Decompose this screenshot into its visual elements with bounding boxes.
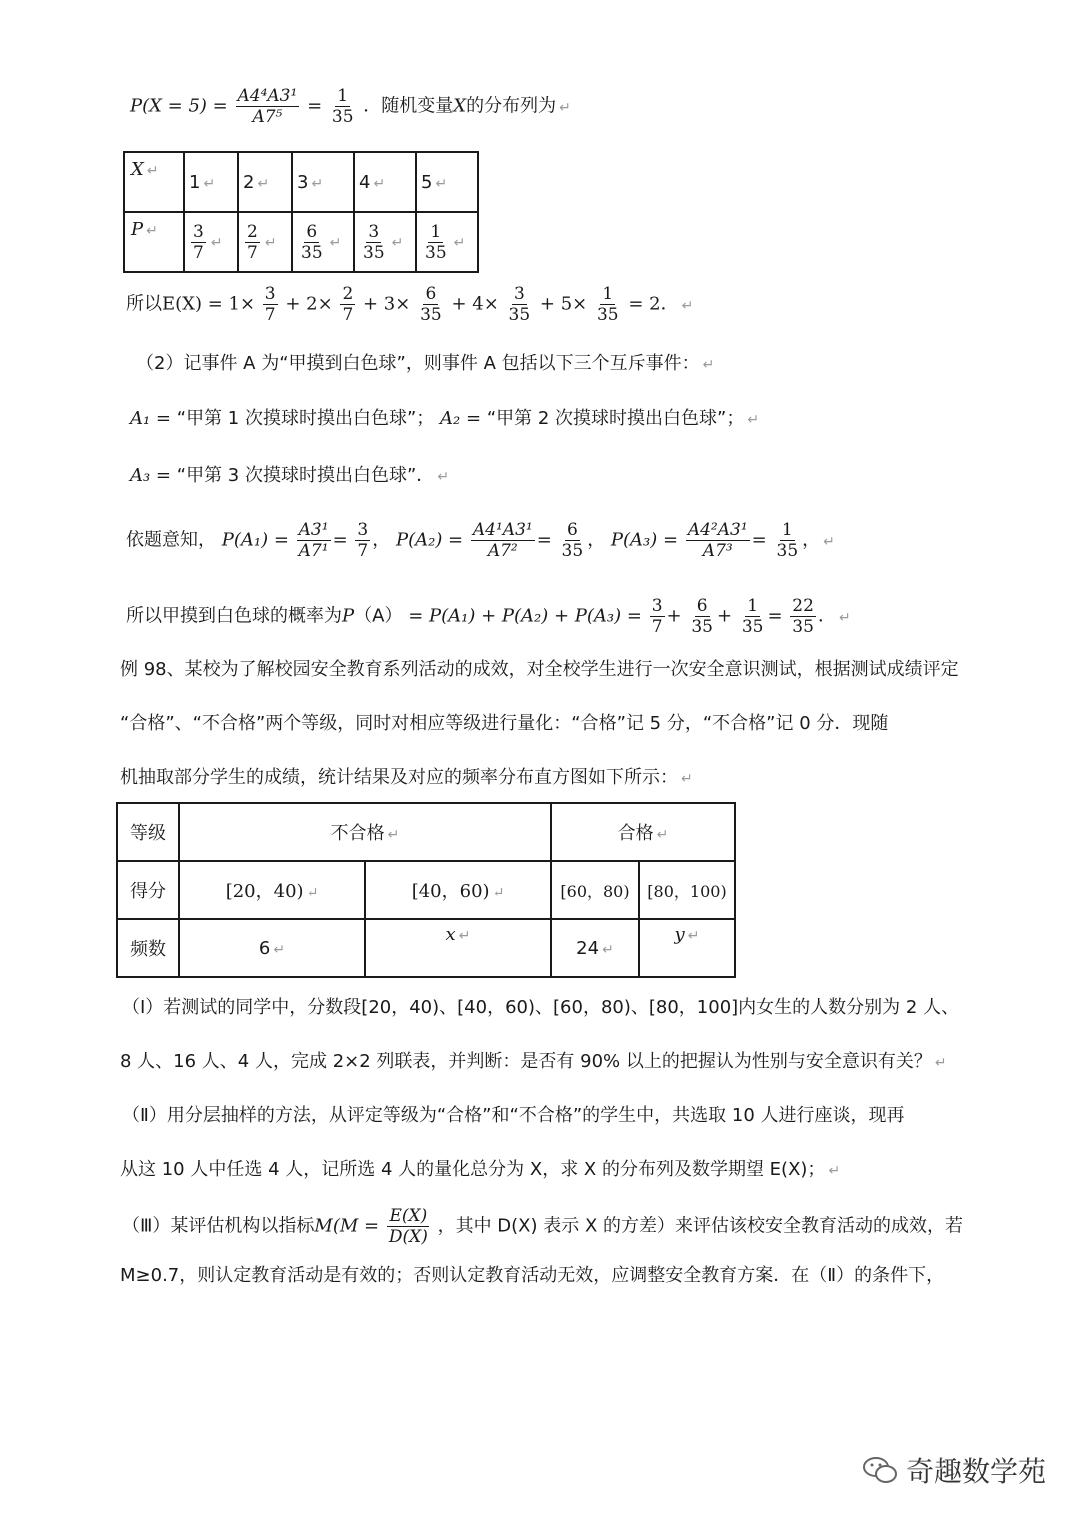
expectation-line: 所以E(X) = 1× $\frac{3}{7}$ + 2× $\frac{2}{7}$ + 3× $\frac{6}{35}$ + 4× $\frac{3}{35}$ + 5× $\frac{1}{35}$ = 2． ↵ — [126, 284, 694, 325]
example-line-1: 例 98、某校为了解校园安全教育系列活动的成效，对全校学生进行一次安全意识测试，根据测试成绩评定 — [120, 659, 959, 680]
question-2-line-2: 从这 10 人中任选 4 人，记所选 4 人的量化总分为 X，求 X 的分布列及数学期望 E(X)； ↵ — [120, 1159, 841, 1180]
question-2-line-1: （Ⅱ）用分层抽样的方法，从评定等级为“合格”和“不合格”的学生中，共选取 10 人进行座谈，现再 — [122, 1105, 905, 1126]
example-line-2: “合格”、“不合格”两个等级，同时对相应等级进行量化：“合格”记 5 分，“不合格”记 0 分．现随 — [120, 713, 889, 734]
brand-name: 奇趣数学苑 — [905, 1455, 1046, 1488]
watermark — [862, 1450, 1046, 1490]
fraction: $\frac{1}{35}$ — [331, 86, 354, 127]
distribution-table: X ↵ 1 ↵ 2 ↵ 3 ↵ 4 ↵ 5 ↵ P ↵ $\frac{3}{7}$ ↵ $\frac{2}{7}$ ↵ $\frac{6}{35}$ ↵ $\frac{3}{35}$ ↵ $\frac{1}{35}$ ↵ — [123, 151, 479, 273]
fraction: $\frac{\text{A4⁴A3¹}}{\text{A7⁵}}$ — [237, 86, 298, 127]
question-1-line-2: 8 人、16 人、4 人，完成 2×2 列联表，并判断：是否有 90% 以上的把握认为性别与安全意识有关？ ↵ — [120, 1051, 947, 1072]
question-3-line-2: M≥0.7，则认定教育活动是有效的；否则认定教育活动无效，应调整安全教育方案．在（Ⅱ）的条件下， — [120, 1265, 945, 1286]
line-p-x5: P(X = 5) = $\frac{\text{A4⁴A3¹}}{\text{A7⁵}}$ = $\frac{1}{35}$ ．随机变量X的分布列为 ↵ — [130, 86, 571, 127]
total-probability-line: 所以甲摸到白色球的概率为P（A） = P(A₁) + P(A₂) + P(A₃) = $\frac{3}{7}$ + $\frac{6}{35}$ + $\frac{1}{35}$ = $\frac{22}{35}$ ． ↵ — [126, 596, 851, 637]
part2-heading: （2）记事件 A 为“甲摸到白色球”，则事件 A 包括以下三个互斥事件： ↵ — [136, 353, 715, 374]
wechat-icon — [862, 1455, 898, 1485]
event-a1-a2: A₁ = “甲第 1 次摸球时摸出白色球”； A₂ = “甲第 2 次摸球时摸出白色球”； ↵ — [130, 408, 760, 429]
example-line-3: 机抽取部分学生的成绩，统计结果及对应的频率分布直方图如下所示： ↵ — [120, 767, 693, 788]
question-1-line-1: （Ⅰ）若测试的同学中，分数段[20，40)、[40，60)、[60，80)、[80，100]内女生的人数分别为 2 人、 — [122, 997, 960, 1018]
grade-table: 等级 不合格 ↵ 合格 ↵ 得分 [20，40) ↵ [40，60) ↵ [60，80) [80，100) 频数 6 ↵ x ↵ 24 ↵ y ↵ — [116, 802, 736, 978]
event-a3: A₃ = “甲第 3 次摸球时摸出白色球”． ↵ — [130, 465, 450, 486]
probabilities-line: 依题意知， P(A₁) = $\frac{\text{A3¹}}{\text{A7¹}}$ = $\frac{3}{7}$ ， P(A₂) = $\frac{\text{A4¹A3¹}}{\text{A7²}}$ = $\frac{6}{35}$ ， P(A₃) = $\frac{\text{A4²A3¹}}{\text{A7³}}$ = $\frac{1}{35}$ ， ↵ — [126, 520, 835, 561]
question-3-line-1: （Ⅲ）某评估机构以指标M(M = $\frac{E(X)}{D(X)}$ ，其中 D(X) 表示 X 的方差）来评估该校安全教育活动的成效，若 — [122, 1206, 964, 1247]
